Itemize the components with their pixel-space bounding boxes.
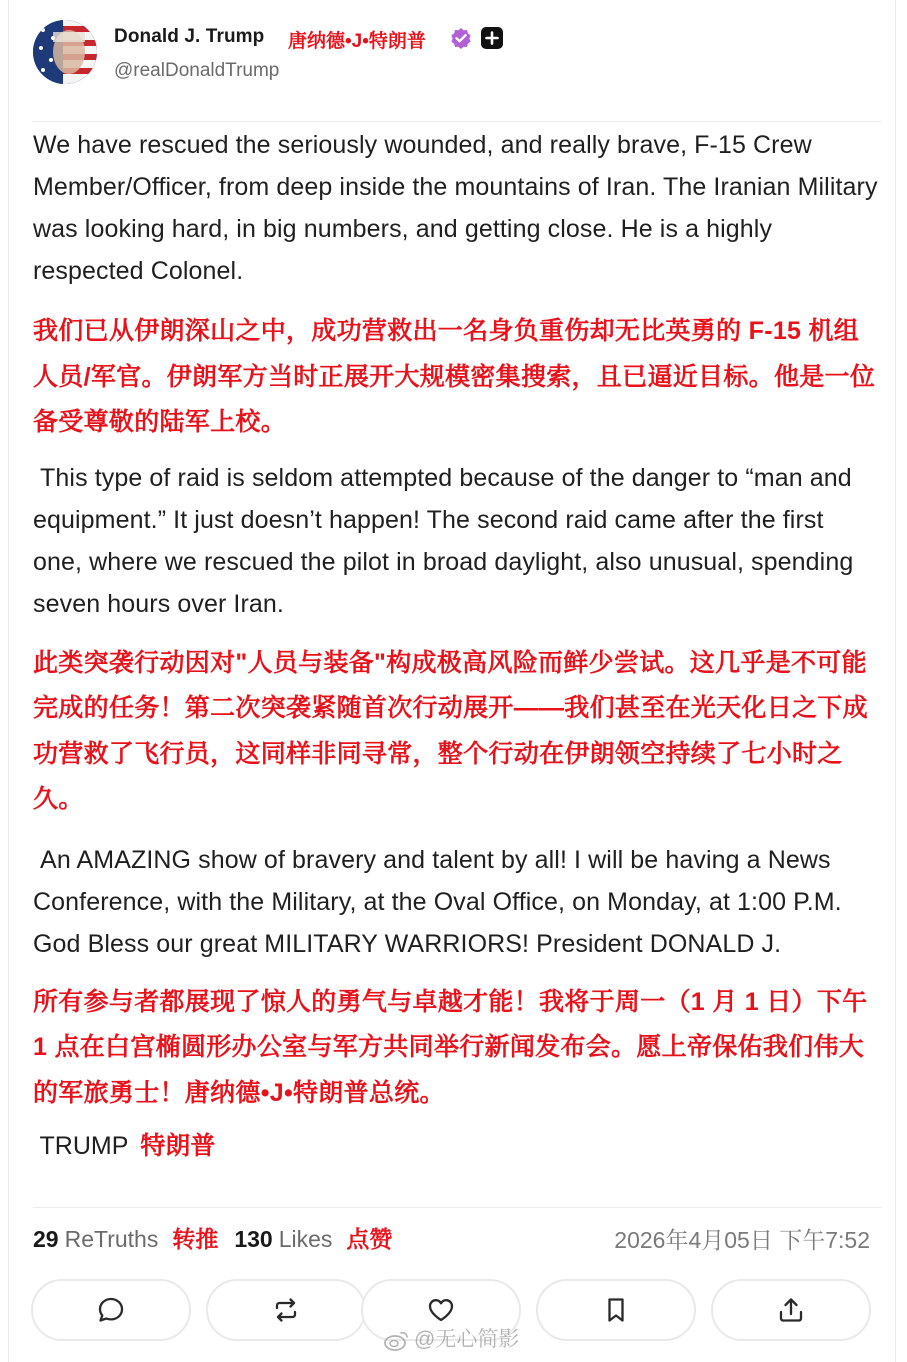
share-button[interactable]: [711, 1279, 871, 1341]
author-name[interactable]: Donald J. Trump: [114, 26, 265, 47]
post-timestamp[interactable]: 2026年4月05日 下午7:52: [614, 1227, 870, 1253]
avatar[interactable]: [33, 20, 97, 84]
author-name-translation: 唐纳德•J•特朗普: [288, 31, 426, 52]
post-paragraph-1-translation: 我们已从伊朗深山之中，成功营救出一名身负重伤却无比英勇的 F-15 机组人员/军官。伊朗军方当时正展开大规模密集搜索，且已逼近目标。他是一位备受尊敬的陆军上校。: [33, 317, 876, 436]
retruths-stat[interactable]: [33, 1226, 158, 1252]
plus-icon[interactable]: [481, 27, 503, 49]
post-paragraph-3: An AMAZING show of bravery and talent by all! I will be having a News Conference, with the Military, at the Oval Office, on Monday, at 1:00 P.M. God Bless our great MILITARY WARRIORS! President DONALD J.: [33, 845, 849, 958]
stats-divider: [33, 1207, 882, 1208]
watermark-text: @无心简影: [414, 1328, 520, 1351]
like-icon: [426, 1295, 456, 1325]
post-paragraph-1: We have rescued the seriously wounded, and really brave, F-15 Crew Member/Officer, from deep inside the mountains of Iran. The Iranian Military was looking hard, in big numbers, and getting close. He is a highly respected Colonel.: [33, 131, 885, 285]
bookmark-icon: [601, 1295, 631, 1325]
weibo-icon: [384, 1329, 410, 1351]
post-stats: [33, 1221, 392, 1254]
author-handle[interactable]: @realDonaldTrump: [114, 60, 280, 81]
likes-label: Likes: [278, 1226, 333, 1252]
post-paragraph-2-translation: 此类突袭行动因对"人员与装备"构成极高风险而鲜少尝试。这几乎是不可能完成的任务！第二次突袭紧随首次行动展开——我们甚至在光天化日之下成功营救了飞行员，这同样非同寻常，整个行动在伊朗领空持续了七小时之久。: [33, 648, 868, 813]
watermark: [384, 1323, 519, 1353]
signature-text: TRUMP: [33, 1132, 129, 1160]
retruths-label: ReTruths: [64, 1226, 159, 1252]
reply-button[interactable]: [31, 1279, 191, 1341]
likes-translation: 点赞: [346, 1226, 393, 1252]
signature-translation: 特朗普: [140, 1132, 216, 1160]
post-paragraph-3-translation: 所有参与者都展现了惊人的勇气与卓越才能！我将于周一（1 月 1 日）下午 1 点在白宫椭圆形办公室与军方共同举行新闻发布会。愿上帝保佑我们伟大的军旅勇士！唐纳德•J•特朗普总统。: [33, 987, 868, 1107]
bookmark-button[interactable]: [536, 1279, 696, 1341]
share-icon: [776, 1295, 806, 1325]
retruths-count: 29: [33, 1226, 59, 1252]
retruth-icon: [271, 1295, 301, 1325]
post-body: [33, 124, 885, 1168]
verified-badge-icon: [450, 27, 472, 49]
likes-count: 130: [234, 1226, 273, 1252]
retruth-button[interactable]: [206, 1279, 366, 1341]
header-divider: [33, 121, 882, 122]
post-paragraph-2: This type of raid is seldom attempted because of the danger to “man and equipment.” It just doesn’t happen! The second raid came after the first one, where we rescued the pilot in broad daylight, also unusual, spending seven hours over Iran.: [33, 463, 861, 618]
likes-stat[interactable]: [234, 1226, 332, 1252]
retruths-translation: 转推: [172, 1226, 219, 1252]
reply-icon: [96, 1295, 126, 1325]
post-signature: [33, 1124, 878, 1168]
